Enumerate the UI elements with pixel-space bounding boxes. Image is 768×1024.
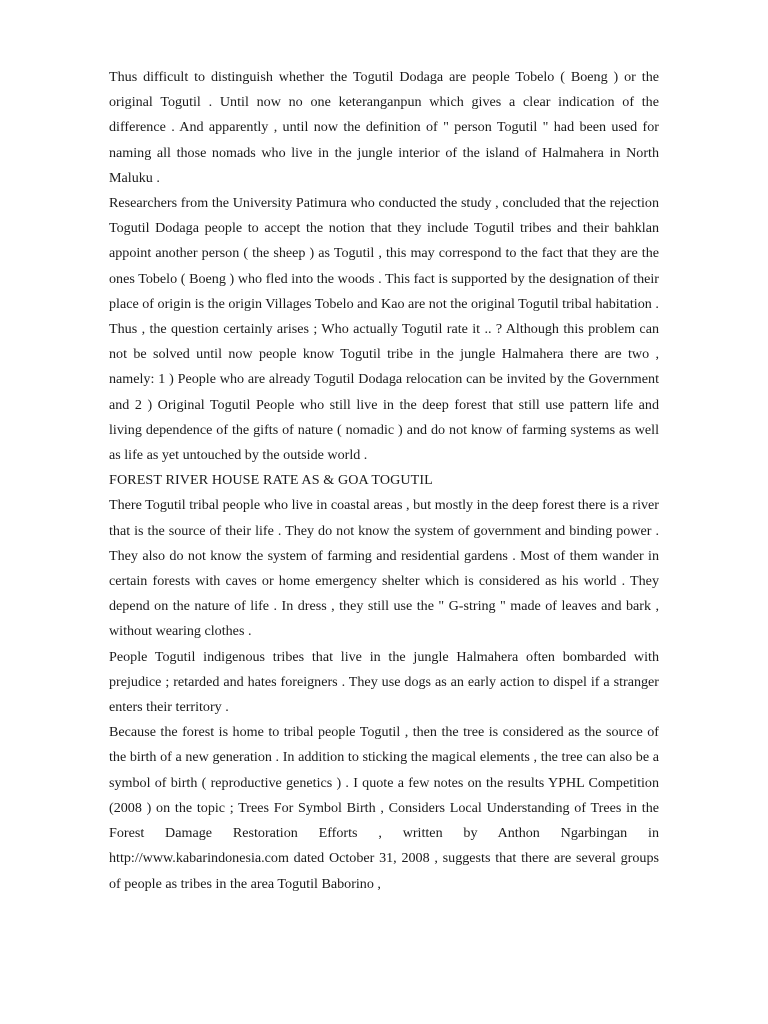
paragraph-prejudice: People Togutil indigenous tribes that live in the jungle Halmahera often bombarded with prejudice ; retarded and hates foreigners . They use dogs as an early action to dispel if a stranger enters their territory . <box>109 648 659 716</box>
paragraph-coastal-forest-life: There Togutil tribal people who live in coastal areas , but mostly in the deep forest there is a river that is the source of their life . They do not know the system of government and binding power . They also do not know the system of farming and residential gardens . Most of them wander in certain forests with caves or home emergency shelter which is considered as his world . They depend on the nature of life . In dress , they still use the " G-string " made of leaves and bark , without wearing clothes . <box>109 497 659 640</box>
paragraph-origin-distinction: Thus difficult to distinguish whether the Togutil Dodaga are people Tobelo ( Boeng ) or the original Togutil . Until now no one keteranganpun which gives a clear indication of the difference . And apparently , until now the definition of " person Togutil " had been used for naming all those nomads who live in the jungle interior of the island of Halmahera in North Maluku . <box>109 69 659 186</box>
paragraph-patimura-research: Researchers from the University Patimura who conducted the study , concluded that the rejection Togutil Dodaga people to accept the notion that they include Togutil tribes and their bahklan appoint another person ( the sheep ) as Togutil , this may correspond to the fact that they are the ones Tobelo ( Boeng ) who fled into the woods . This fact is supported by the designation of their place of origin is the origin Villages Tobelo and Kao are not the original Togutil tribal habitation . <box>109 195 659 312</box>
paragraph-question-two-groups: Thus , the question certainly arises ; Who actually Togutil rate it .. ? Although this problem can not be solved until now people know Togutil tribe in the jungle Halmahera there are two , namely: 1 ) People who are already Togutil Dodaga relocation can be invited by the Government and 2 ) Original Togutil People who still live in the deep forest that still use pattern life and living dependence of the gifts of nature ( nomadic ) and do not know of farming systems as well as life as yet untouched by the outside world . <box>109 321 659 464</box>
paragraph-tree-symbol: Because the forest is home to tribal people Togutil , then the tree is considered as the source of the birth of a new generation . In addition to sticking the magical elements , the tree can also be a symbol of birth ( reproductive genetics ) . I quote a few notes on the results YPHL Competition (2008 ) on the topic ; Trees For Symbol Birth , Considers Local Understanding of Trees in the Forest Damage Restoration Efforts , written by Anthon Ngarbingan in http://www.kabarindonesia.com dated October 31, 2008 , suggests that there are several groups of people as tribes in the area Togutil Baborino , <box>109 724 659 892</box>
section-heading: FOREST RIVER HOUSE RATE AS & GOA TOGUTIL <box>109 472 433 489</box>
document-body <box>109 65 659 897</box>
